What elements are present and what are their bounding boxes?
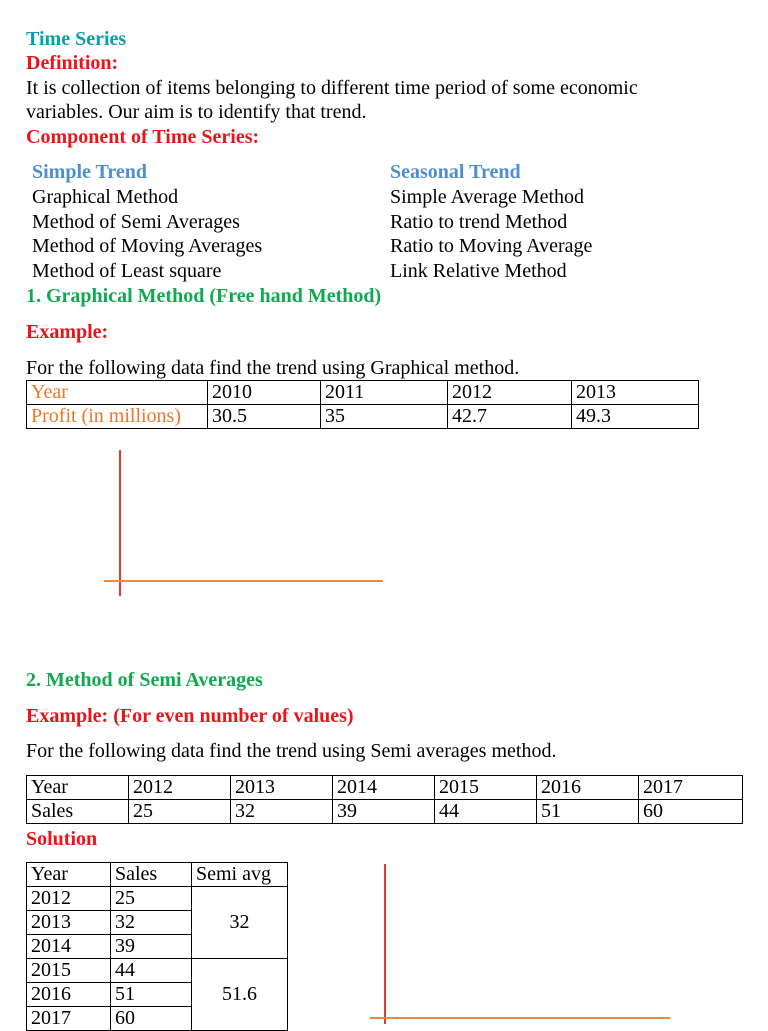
section1-instruction: For the following data find the trend using Graphical method. [26,357,520,379]
table-cell: 2013 [231,776,333,800]
table-cell: 49.3 [572,405,699,429]
simple-trend-title: Simple Trend [32,161,148,183]
table-cell: 2012 [448,381,572,405]
table-cell: 25 [129,800,231,824]
simple-item: Method of Semi Averages [32,211,240,233]
table-cell: 44 [435,800,537,824]
section2-heading: 2. Method of Semi Averages [26,669,263,691]
table-cell: 39 [333,800,435,824]
table-cell: 2012 [129,776,231,800]
table-cell: 2016 [537,776,639,800]
graph2-x-axis [370,1017,670,1019]
seasonal-trend-title: Seasonal Trend [390,161,521,183]
table-cell: 2010 [208,381,321,405]
table-cell: 2015 [27,959,111,983]
table-cell: 2016 [27,983,111,1007]
semi-average-cell: 32 [192,887,288,959]
table-cell: 2014 [27,935,111,959]
semi-average-cell: 51.6 [192,959,288,1031]
table-header-cell: Year [27,863,111,887]
table-cell: 2012 [27,887,111,911]
table-cell: 2013 [27,911,111,935]
section2-example-label: Example: (For even number of values) [26,705,354,727]
table-cell: Profit (in millions) [27,405,208,429]
table-row [27,405,699,429]
table-row [27,863,288,887]
components-heading: Component of Time Series: [26,126,260,148]
profit-table [26,380,699,429]
simple-item: Method of Least square [32,260,222,282]
solution-label: Solution [26,828,98,850]
table-cell: Year [27,776,129,800]
table-cell: Year [27,381,208,405]
table-cell: 2015 [435,776,537,800]
table-cell: 32 [111,911,192,935]
table-row [27,959,288,983]
table-cell: 2011 [321,381,448,405]
table-cell: 35 [321,405,448,429]
table-row [27,800,743,824]
table-header-cell: Semi avg [192,863,288,887]
section2-instruction: For the following data find the trend using Semi averages method. [26,740,557,762]
table-row [27,381,699,405]
table-cell: 44 [111,959,192,983]
table-row [27,776,743,800]
graph1-y-axis [119,450,121,596]
table-cell: 51 [111,983,192,1007]
seasonal-item: Ratio to trend Method [390,211,568,233]
table-cell: 2017 [639,776,743,800]
section1-example-label: Example: [26,321,109,343]
table-cell: 2014 [333,776,435,800]
table-cell: Sales [27,800,129,824]
simple-item: Graphical Method [32,186,179,208]
table-header-cell: Sales [111,863,192,887]
seasonal-item: Ratio to Moving Average [390,235,593,257]
table-cell: 42.7 [448,405,572,429]
table-cell: 32 [231,800,333,824]
semi-average-table [26,862,288,1031]
table-cell: 2017 [27,1007,111,1031]
table-cell: 2013 [572,381,699,405]
definition-heading: Definition: [26,52,119,74]
seasonal-item: Simple Average Method [390,186,585,208]
table-cell: 30.5 [208,405,321,429]
table-cell: 51 [537,800,639,824]
table-cell: 60 [111,1007,192,1031]
table-cell: 60 [639,800,743,824]
section1-heading: 1. Graphical Method (Free hand Method) [26,285,382,307]
table-cell: 39 [111,935,192,959]
table-cell: 25 [111,887,192,911]
seasonal-item: Link Relative Method [390,260,567,282]
page-title: Time Series [26,28,127,50]
simple-item: Method of Moving Averages [32,235,263,257]
table-row [27,887,288,911]
graph2-y-axis [384,864,386,1024]
definition-text-line2: variables. Our aim is to identify that trend. [26,101,367,123]
graph1-x-axis [104,580,383,582]
definition-text-line1: It is collection of items belonging to different time period of some economic [26,77,638,99]
sales-table [26,775,743,824]
